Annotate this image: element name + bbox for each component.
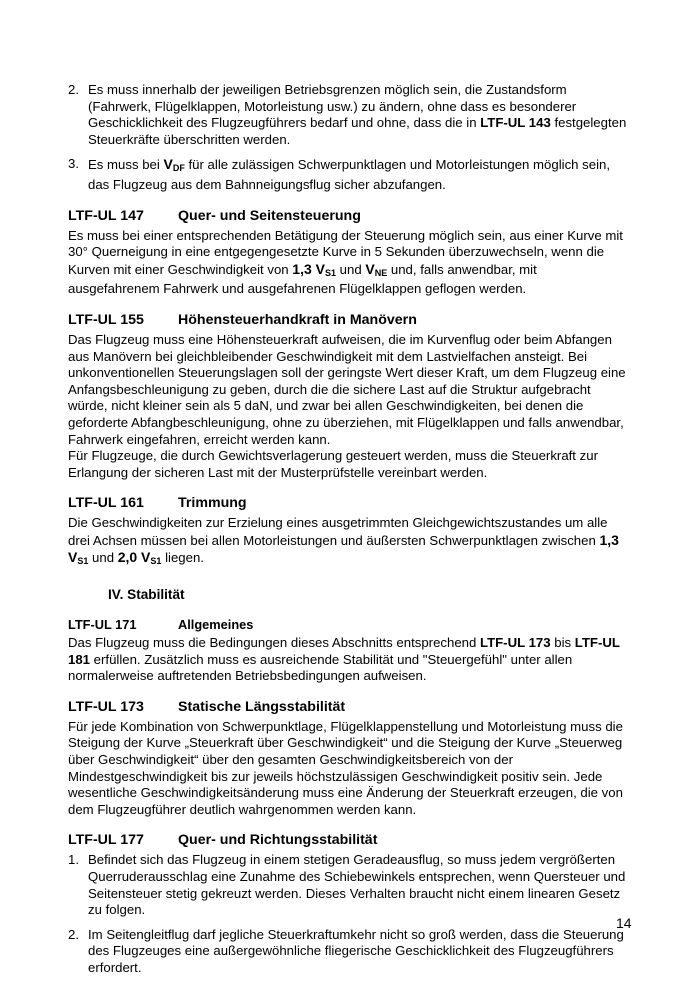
speed-symbol: $V_{DF}$: [163, 156, 185, 174]
list-number: 1.: [68, 852, 79, 868]
heading-ltf-ul-147: LTF-UL 147 Quer- und Seitensteuerung: [68, 207, 361, 224]
list-number: 3.: [68, 156, 79, 172]
heading-ltf-ul-177: LTF-UL 177 Quer- und Richtungsstabilität: [68, 832, 378, 849]
list-number: 2.: [68, 926, 79, 942]
paragraph-147: Es muss bei einer entsprechenden Betätigung der Steuerung möglich sein, aus einer Kurve mit 30° Querneigung in eine entgegengesetzte Kurve in 5 Sekunden überzuwechseln, wenn die Kurven mit einer Geschwindigkeit von 1,3 $V_{S1}$ und $V_{NE}$ und, falls anwendbar, mit ausgefahrenem Fahrwerk und ausgefahrenen Flügelklappen geflogen werden.: [68, 227, 623, 297]
section-heading-stability: IV. Stabilität: [108, 587, 185, 603]
heading-ltf-ul-155: LTF-UL 155 Höhensteuerhandkraft in Manövern: [68, 311, 417, 328]
paragraph-155-b: Für Flugzeuge, die durch Gewichtsverlagerung gesteuert werden, muss die Steuerkraft zur Erlangung der sicheren Last mit der Musterprüfstelle vereinbart werden.: [68, 448, 598, 480]
paragraph-171: Das Flugzeug muss die Bedingungen dieses Abschnitts entsprechend LTF-UL 173 bis LTF-UL 181 erfüllen. Zusätzlich muss es ausreichende Stabilität und "Steuergefühl" unter allen normalerweise auftretenden Betriebsbedingungen aufweisen.: [68, 635, 620, 684]
list-177: [68, 852, 632, 976]
paragraph-161: Die Geschwindigkeiten zur Erzielung eines ausgetrimmten Gleichgewichtszustandes um alle drei Achsen müssen bei allen Motorleistungen und äußersten Schwerpunktlagen zwischen 1,3 $V_{S1}$ und 2,0 $V_{S1}$ liegen.: [68, 515, 619, 567]
heading-ltf-ul-161: LTF-UL 161 Trimmung: [68, 495, 247, 512]
list-item: 1. Befindet sich das Flugzeug in einem stetigen Geradeausflug, so muss jedem vergrößerten Querruderausschlag eine Zunahme des Schiebewinkels entsprechen, wenn Quersteuer und Seitensteuer stetig gekreuzt werden. Dieses Verhalten braucht nicht einem linearen Gesetz zu folgen.: [68, 852, 626, 918]
list-item: 2. Es muss innerhalb der jeweiligen Betriebsgrenzen möglich sein, die Zustandsform (Fahrwerk, Flügelklappen, Motorleistung usw.) zu ändern, ohne dass es besonderer Geschicklichkeit des Flugzeugführers bedarf und ohne, dass die in LTF-UL 143 festgelegten Steuerkräfte überschritten werden.: [68, 82, 627, 147]
heading-ltf-ul-171: LTF-UL 171 Allgemeines: [68, 617, 254, 633]
page-number: 14: [616, 915, 632, 931]
paragraph-173: Für jede Kombination von Schwerpunktlage, Flügelklappenstellung und Motorleistung muss die Steigung der Kurve „Steuerkraft über Geschwindigkeit“ und die Steigung der Kurve „Steuerweg über Geschwindigkeit“ über den gesamten Geschwindigkeitsbereich von der Mindestgeschwindigkeit bis zur jeweils höchstzulässigen Geschwindigkeit positiv sein. Jede wesentliche Geschwindigkeitsänderung muss eine Änderung der Steuerkraft erzeugen, die von dem Flugzeugführer deutlich wahrgenommen werden kann.: [68, 718, 623, 817]
document-page: [68, 82, 632, 985]
list-intro: [68, 82, 632, 194]
list-item: 2. Im Seitengleitflug darf jegliche Steuerkraftumkehr nicht so groß werden, dass die Steuerung des Flugzeuges eine außergewöhnliche fliegerische Geschicklichkeit des Flugzeugführers erfordert.: [68, 926, 624, 975]
list-item: 3. Es muss bei $V_{DF}$ für alle zulässigen Schwerpunktlagen und Motorleistungen möglich sein, das Flugzeug aus dem Bahnneigungsflug sicher abzufangen.: [68, 156, 611, 192]
paragraph-155: Das Flugzeug muss eine Höhensteuerkraft aufweisen, die im Kurvenflug oder beim Abfangen aus Manövern bei gleichbleibender Geschwindigkeit mit dem Lastvielfachen ansteigt. Bei unkonventionellen Steuerungslagen soll der geringste Wert dieser Kraft, um dem Flugzeug eine Anfangsbeschleunigung zu geben, durch die die sichere Last auf die Struktur aufgebracht würde, nicht kleiner sein als 5 daN, und zwar bei allen Geschwindigkeiten, bei denen die geforderte Abfangbeschleunigung, ohne zu überziehen, mit Flügelklappen und falls anwendbar, Fahrwerk eingefahren, erreicht werden kann.: [68, 331, 626, 447]
heading-ltf-ul-173: LTF-UL 173 Statische Längsstabilität: [68, 698, 346, 715]
list-number: 2.: [68, 82, 79, 97]
